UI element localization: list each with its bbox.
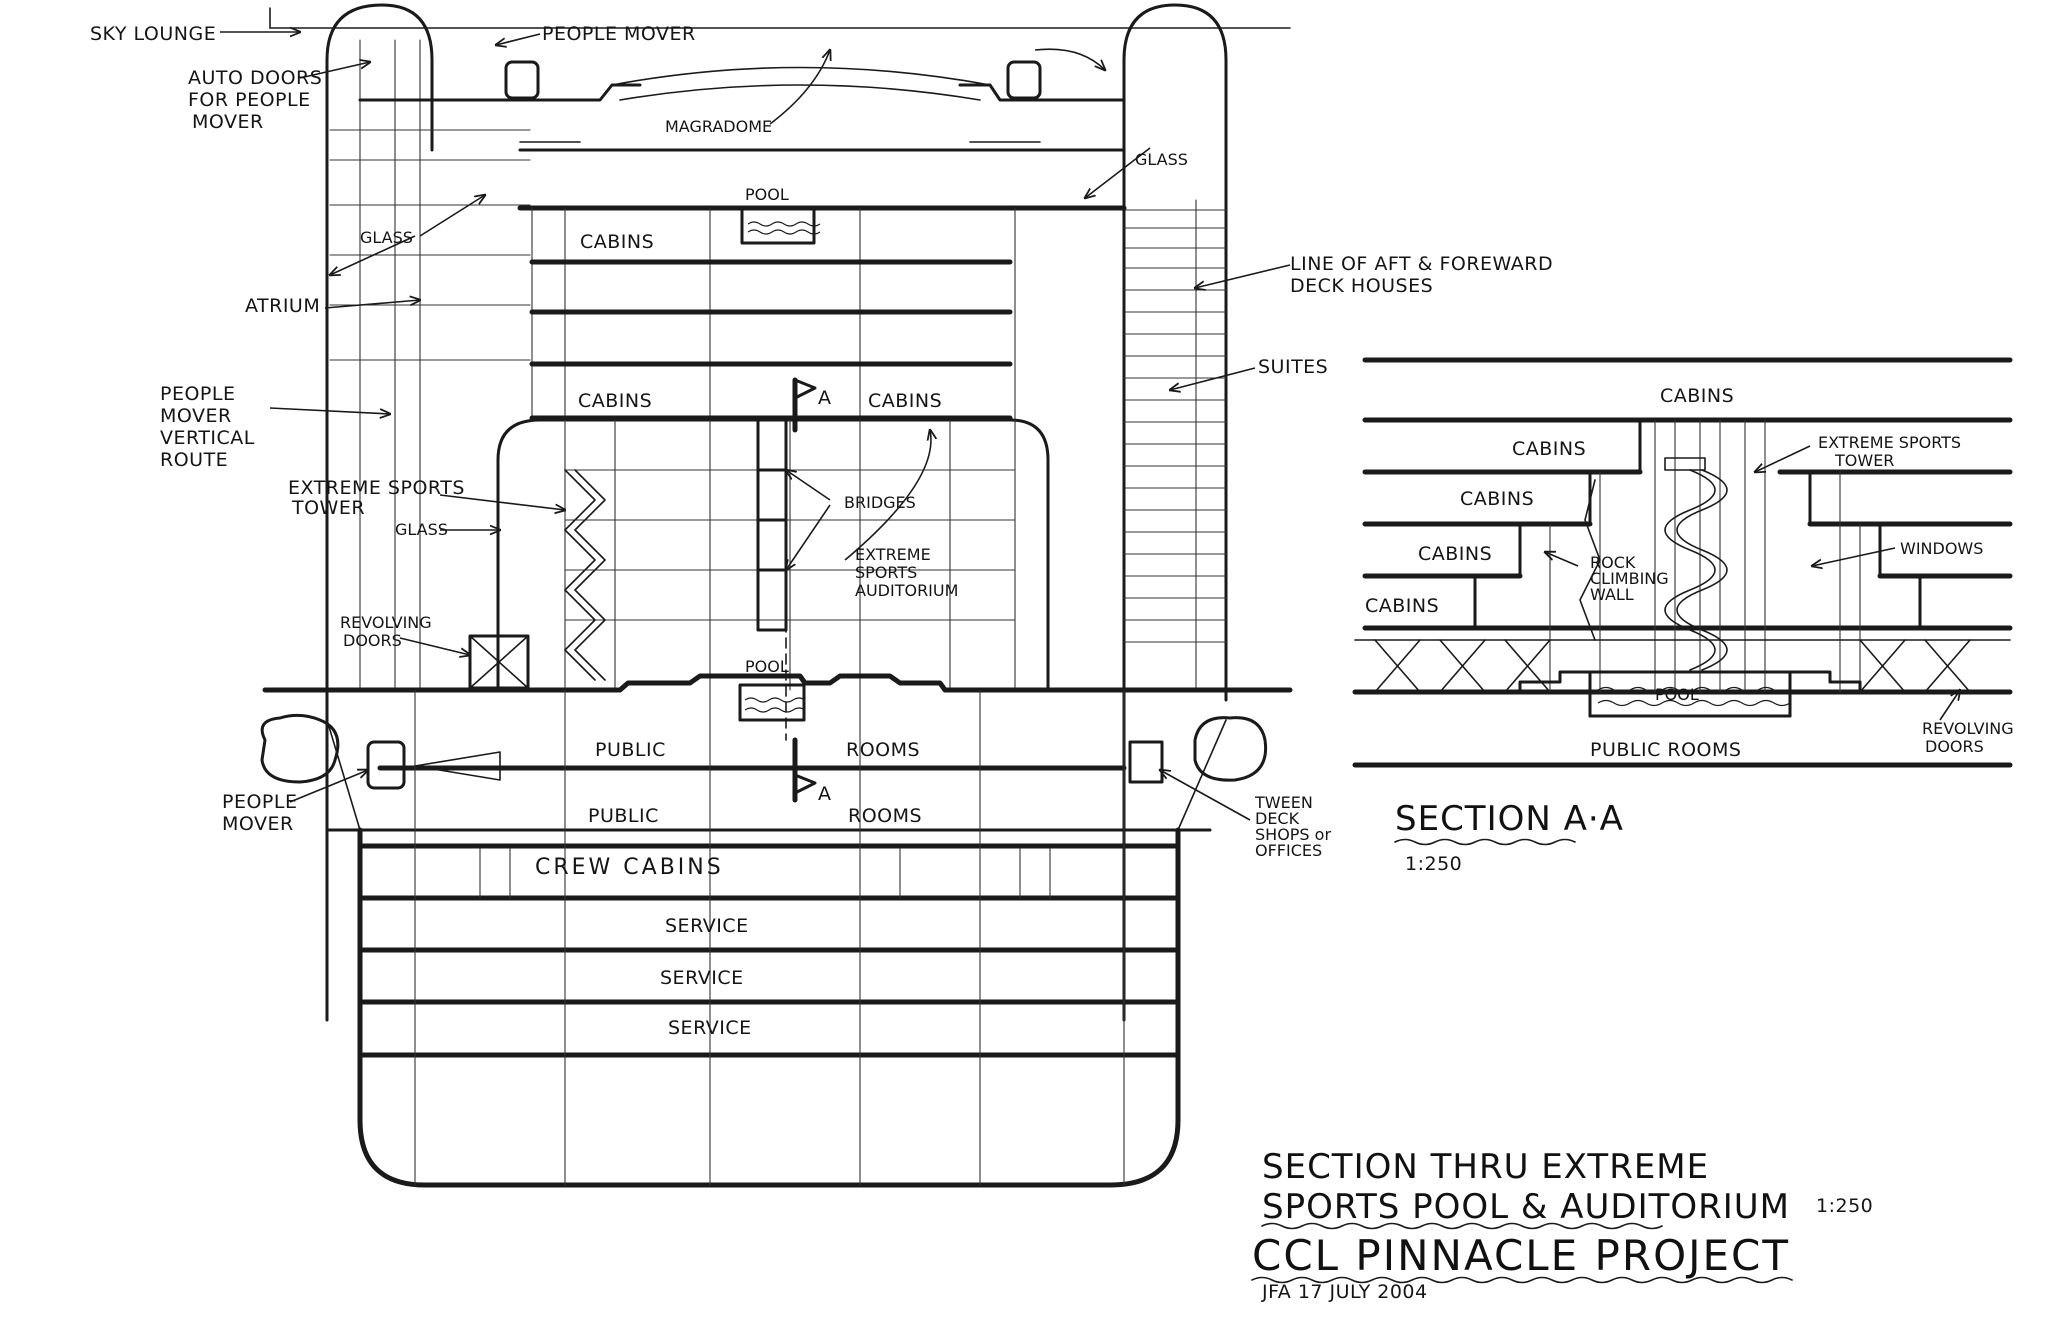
aa-label-rock-3: WALL: [1590, 585, 1634, 604]
title-line-1: SECTION THRU EXTREME: [1262, 1147, 1710, 1187]
label-pm-vr-2: MOVER: [160, 405, 232, 427]
title-block: [1252, 1147, 1873, 1303]
label-line-decks-1: LINE OF AFT & FOREWARD: [1290, 253, 1554, 275]
aa-label-rock-2: CLIMBING: [1590, 569, 1669, 588]
aa-label-pool: POOL: [1655, 685, 1699, 704]
label-public-2: PUBLIC: [588, 805, 659, 827]
pool-top: [742, 208, 814, 243]
aa-label-cabins-2: CABINS: [1460, 488, 1535, 510]
label-pm-vr-3: VERTICAL: [160, 427, 255, 449]
label-atrium: ATRIUM: [245, 295, 321, 317]
label-glass-mid: GLASS: [395, 520, 448, 539]
label-revolving-2: DOORS: [343, 631, 402, 650]
tween-deck-box: [1130, 742, 1162, 782]
main-deck-line: [265, 676, 1290, 690]
label-service-2: SERVICE: [660, 967, 744, 989]
aa-label-rock-1: ROCK: [1590, 553, 1636, 572]
pool-mid: [740, 685, 804, 720]
label-suites: SUITES: [1258, 356, 1329, 378]
aa-label-cabins-top: CABINS: [1660, 385, 1735, 407]
aa-label-windows: WINDOWS: [1900, 539, 1984, 558]
project-name: CCL PINNACLE PROJECT: [1252, 1231, 1791, 1280]
aa-label-revolving-1: REVOLVING: [1922, 719, 2014, 738]
label-service-3: SERVICE: [668, 1017, 752, 1039]
label-extreme-tower-2: TOWER: [292, 497, 366, 519]
label-pool-top: POOL: [745, 185, 789, 204]
label-tween-3: SHOPS or: [1255, 825, 1332, 844]
label-line-decks-2: DECK HOUSES: [1290, 275, 1434, 297]
label-pm-low-2: MOVER: [222, 813, 294, 835]
title-line-2: SPORTS POOL & AUDITORIUM: [1262, 1187, 1791, 1227]
main-section-labels: [90, 23, 1553, 1039]
label-rooms-1: ROOMS: [846, 739, 921, 761]
label-tween-2: DECK: [1255, 809, 1300, 828]
main-section-drawing: [220, 5, 1290, 1185]
label-tween-4: OFFICES: [1255, 841, 1323, 860]
label-cabins-3: CABINS: [868, 390, 943, 412]
people-mover-car-top-right: [1008, 62, 1040, 98]
aa-label-cabins-1: CABINS: [1512, 438, 1587, 460]
label-extreme-tower-1: EXTREME SPORTS: [288, 477, 465, 499]
magradome-arc: [612, 68, 990, 86]
label-sky-lounge: SKY LOUNGE: [90, 23, 217, 45]
title-scale: 1:250: [1816, 1195, 1874, 1217]
aa-label-cabins-3: CABINS: [1418, 543, 1493, 565]
aa-label-public-rooms: PUBLIC ROOMS: [1590, 739, 1742, 761]
label-revolving-1: REVOLVING: [340, 613, 432, 632]
people-mover-car-top-left: [506, 62, 538, 98]
aa-label-extreme-2: TOWER: [1835, 451, 1895, 470]
aa-label-revolving-2: DOORS: [1925, 737, 1984, 756]
label-people-mover-top: PEOPLE MOVER: [542, 23, 696, 45]
label-pm-vr-4: ROUTE: [160, 449, 229, 471]
label-glass-right: GLASS: [1135, 150, 1188, 169]
label-service-1: SERVICE: [665, 915, 749, 937]
label-auto-doors-1: AUTO DOORS: [188, 67, 323, 89]
aa-label-cabins-4: CABINS: [1365, 595, 1440, 617]
label-extreme-aud-2: SPORTS: [855, 563, 918, 582]
label-cabins-1: CABINS: [580, 231, 655, 253]
label-glass-left: GLASS: [360, 228, 413, 247]
label-pm-low-1: PEOPLE: [222, 791, 298, 813]
auditorium-volume: [498, 420, 1048, 690]
people-mover-car-low: [368, 742, 404, 788]
section-mark-a-bottom: A: [818, 783, 832, 805]
label-pool-mid: POOL: [745, 657, 789, 676]
label-pm-vr-1: PEOPLE: [160, 383, 236, 405]
label-public-1: PUBLIC: [595, 739, 666, 761]
section-aa-scale: 1:250: [1405, 853, 1463, 875]
bridges-column: [758, 420, 786, 630]
aa-label-extreme-1: EXTREME SPORTS: [1818, 433, 1962, 452]
hull-outline: [360, 830, 1178, 1185]
label-crew-cabins: CREW CABINS: [535, 855, 724, 880]
label-magradome: MAGRADOME: [665, 117, 773, 136]
label-rooms-2: ROOMS: [848, 805, 923, 827]
label-extreme-aud-3: AUDITORIUM: [855, 581, 959, 600]
author-date: JFA 17 JULY 2004: [1262, 1281, 1428, 1303]
label-cabins-2: CABINS: [578, 390, 653, 412]
section-aa-title: SECTION A·A: [1395, 799, 1624, 839]
label-bridges: BRIDGES: [844, 493, 916, 512]
lifeboat-right: [1195, 718, 1266, 780]
label-extreme-aud-1: EXTREME: [855, 545, 931, 564]
label-auto-doors-2: FOR PEOPLE: [188, 89, 311, 111]
section-mark-a-top: A: [818, 387, 832, 409]
label-auto-doors-3: MOVER: [192, 111, 264, 133]
sky-deck-left: [360, 85, 640, 100]
label-tween-1: TWEEN: [1255, 793, 1313, 812]
